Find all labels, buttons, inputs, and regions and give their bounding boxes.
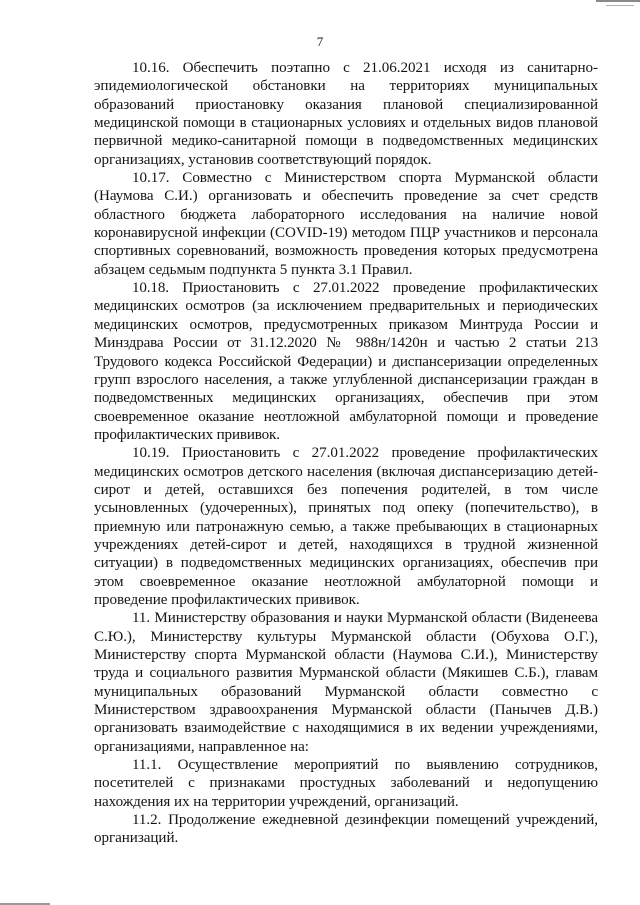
paragraph-10-18: 10.18. Приостановить с 27.01.2022 проведение профилактических медицинских осмотров (за исключением предварительных и периодических медицинских осмотров, предусмотренных приказом Минтруда России и Минздрава России от 31.12.2020 № 988н/1420н и частью 2 статьи 213 Трудового кодекса Российской Федерации) и диспансеризации определенных групп взрослого населения, а также углубленной диспансеризации граждан в подведомственных медицинских организациях, обеспечив при этом своевременное оказание неотложной амбулаторной помощи и проведение профилактических прививок. [94,280,598,443]
paragraph-11: 11. Министерству образования и науки Мурманской области (Виденеева С.Ю.), Министерству культуры Мурманской области (Обухова О.Г.), Министерству спорта Мурманской области (Наумова С.И.), Министерству труда и социального развития Мурманской области (Мякишев С.Б.), главам муниципальных образований Мурманской области совместно с Министерством здравоохранения Мурманской области (Панычев Д.В.) организовать взаимодействие с находящимися в их ведении учреждениями, организациями, направленное на: [94,610,598,755]
page-number: 7 [316,34,324,49]
document-body [94,59,598,848]
scan-bottom-mark [0,899,50,905]
paragraph-11-2: 11.2. Продолжение ежедневной дезинфекции помещений учреждений, организаций. [94,812,598,847]
scan-corner-mark [596,0,640,12]
paragraph-10-19: 10.19. Приостановить с 27.01.2022 проведение профилактических медицинских осмотров детского населения (включая диспансеризацию детей-сирот и детей, оставшихся без попечения родителей, в том числе усыновленных (удочеренных), принятых под опеку (попечительство), в приемную или патронажную семью, а также пребывающих в стационарных учреждениях детей-сирот и детей, находящихся в трудной жизненной ситуации) в подведомственных медицинских организациях, обеспечив при этом своевременное оказание неотложной амбулаторной помощи и проведение профилактических прививок. [94,445,598,608]
paragraph-10-16: 10.16. Обеспечить поэтапно с 21.06.2021 исходя из санитарно-эпидемиологической обстановки на территориях муниципальных образований приостановку оказания плановой специализированной медицинской помощи в стационарных условиях и отдельных видов плановой первичной медико-санитарной помощи в подведомственных медицинских организациях, установив соответствующий порядок. [94,60,598,168]
paragraph-10-17: 10.17. Совместно с Министерством спорта Мурманской области (Наумова С.И.) организовать и обеспечить проведение за счет средств областного бюджета лабораторного исследования на наличие новой коронавирусной инфекции (COVID-19) методом ПЦР участников и персонала спортивных соревнований, возможность проведения которых предусмотрена абзацем седьмым подпункта 5 пункта 3.1 Правил. [94,170,598,278]
paragraph-11-1: 11.1. Осуществление мероприятий по выявлению сотрудников, посетителей с признаками простудных заболеваний и недопущению нахождения их на территории учреждений, организаций. [94,757,598,810]
